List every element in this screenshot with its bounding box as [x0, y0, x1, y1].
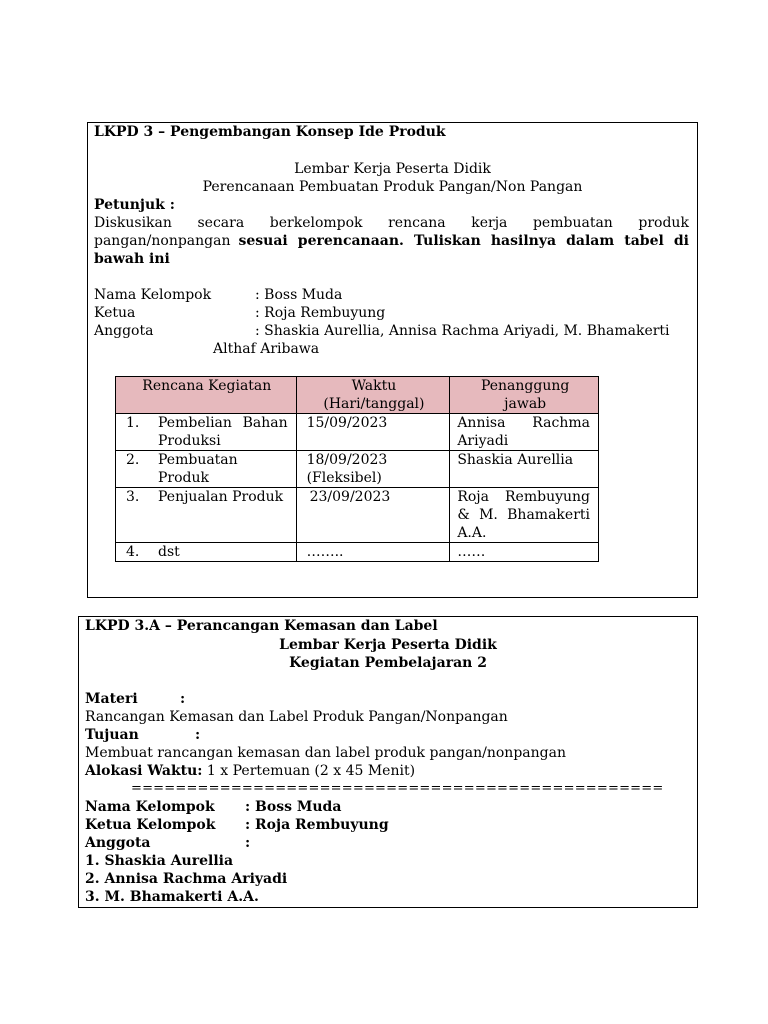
cell-waktu: 18/09/2023 (Fleksibel) — [296, 451, 450, 488]
petunjuk-line1 — [94, 214, 689, 232]
cell-penanggung-jawab: Roja Rembuyung & M. Bhamakerti A.A. — [450, 488, 599, 543]
table-row — [116, 488, 599, 543]
cell-waktu: 23/09/2023 — [296, 488, 450, 543]
materi-text: Rancangan Kemasan dan Label Produk Pangan/Nonpangan — [85, 709, 508, 725]
cell-kegiatan — [116, 451, 297, 488]
info-nama-label: Nama Kelompok — [94, 287, 212, 303]
nama-value: : Boss Muda — [245, 799, 342, 815]
member-1: 1. Shaskia Aurellia — [85, 853, 234, 869]
petunjuk-word: pembuatan — [532, 215, 613, 231]
petunjuk-line2-normal: pangan/nonpangan — [94, 233, 231, 249]
ketua-label: Ketua Kelompok — [85, 817, 216, 833]
header-waktu — [296, 377, 450, 414]
tujuan-label: Tujuan — [85, 727, 139, 743]
lkpd3-heading: LKPD 3 – Pengembangan Konsep Ide Produk — [94, 124, 446, 140]
header-waktu-text: Waktu (Hari/tanggal) — [323, 378, 425, 412]
row-number: 3. — [126, 489, 140, 505]
tujuan-colon: : — [195, 727, 201, 743]
cell-penanggung-jawab: …… — [450, 543, 599, 562]
cell-penanggung-jawab: Shaskia Aurellia — [450, 451, 599, 488]
table-row — [116, 414, 599, 451]
nama-label: Nama Kelompok — [85, 799, 215, 815]
lkpd3-title2: Perencanaan Pembuatan Produk Pangan/Non Pangan — [202, 179, 583, 195]
petunjuk-word: Diskusikan — [94, 215, 172, 231]
header-rencana-text: Rencana Kegiatan — [142, 378, 272, 394]
tujuan-text: Membuat rancangan kemasan dan label produk pangan/nonpangan — [85, 745, 566, 761]
header-pj-text: Penanggung jawab — [480, 378, 570, 412]
kegiatan-text: Pembuatan Produk — [158, 452, 238, 486]
lkpd3a-heading: LKPD 3.A – Perancangan Kemasan dan Label — [85, 618, 438, 634]
cell-kegiatan — [116, 543, 297, 562]
header-rencana — [116, 377, 297, 414]
ketua-value: : Roja Rembuyung — [245, 817, 389, 833]
lkpd3a-title1: Lembar Kerja Peserta Didik — [279, 637, 497, 653]
cell-penanggung-jawab: Annisa Rachma Ariyadi — [450, 414, 599, 451]
info-anggota-label: Anggota — [94, 323, 154, 339]
materi-label: Materi — [85, 691, 138, 707]
petunjuk-word: kerja — [471, 215, 508, 231]
lkpd3a-section — [78, 616, 698, 908]
row-number: 1. — [126, 415, 140, 431]
lkpd3a-title2: Kegiatan Pembelajaran 2 — [289, 655, 487, 671]
table-row — [116, 543, 599, 562]
petunjuk-line2-bold: sesuai perencanaan. Tuliskan hasilnya dalam tabel di — [238, 233, 689, 249]
kegiatan-text: Pembelian Bahan Produksi — [158, 415, 288, 449]
alokasi-line — [85, 762, 415, 780]
petunjuk-word: secara — [197, 215, 245, 231]
cell-kegiatan — [116, 488, 297, 543]
petunjuk-word: berkelompok — [269, 215, 363, 231]
table-row — [116, 451, 599, 488]
cell-waktu: 15/09/2023 — [296, 414, 450, 451]
anggota-label: Anggota — [85, 835, 151, 851]
info-ketua-label: Ketua — [94, 305, 136, 321]
petunjuk-line3: bawah ini — [94, 251, 170, 267]
info-ketua-value: : Roja Rembuyung — [255, 305, 386, 321]
member-3: 3. M. Bhamakerti A.A. — [85, 889, 259, 905]
anggota-colon: : — [245, 835, 251, 851]
lkpd3-section — [87, 122, 698, 598]
petunjuk-line2 — [94, 232, 689, 250]
info-nama-value: : Boss Muda — [255, 287, 343, 303]
member-2: 2. Annisa Rachma Ariyadi — [85, 871, 288, 887]
kegiatan-text: dst — [158, 544, 180, 560]
cell-waktu: …….. — [296, 543, 450, 562]
materi-colon: : — [180, 691, 186, 707]
plan-table-header — [116, 377, 599, 414]
plan-table — [115, 376, 599, 562]
kegiatan-text: Penjualan Produk — [158, 489, 284, 505]
alokasi-value: 1 x Pertemuan (2 x 45 Menit) — [202, 763, 416, 779]
petunjuk-word: rencana — [388, 215, 446, 231]
info-anggota-continued: Althaf Aribawa — [213, 341, 320, 357]
info-anggota-value: : Shaskia Aurellia, Annisa Rachma Ariyadi, M. Bhamakerti — [255, 323, 670, 339]
row-number: 4. — [126, 544, 140, 560]
alokasi-label: Alokasi Waktu: — [85, 763, 203, 779]
lkpd3-title1: Lembar Kerja Peserta Didik — [294, 161, 491, 177]
petunjuk-word: produk — [638, 215, 689, 231]
header-pj — [450, 377, 599, 414]
petunjuk-label: Petunjuk : — [94, 197, 175, 213]
cell-kegiatan — [116, 414, 297, 451]
separator-line: ================================================ — [131, 781, 664, 796]
row-number: 2. — [126, 452, 140, 468]
